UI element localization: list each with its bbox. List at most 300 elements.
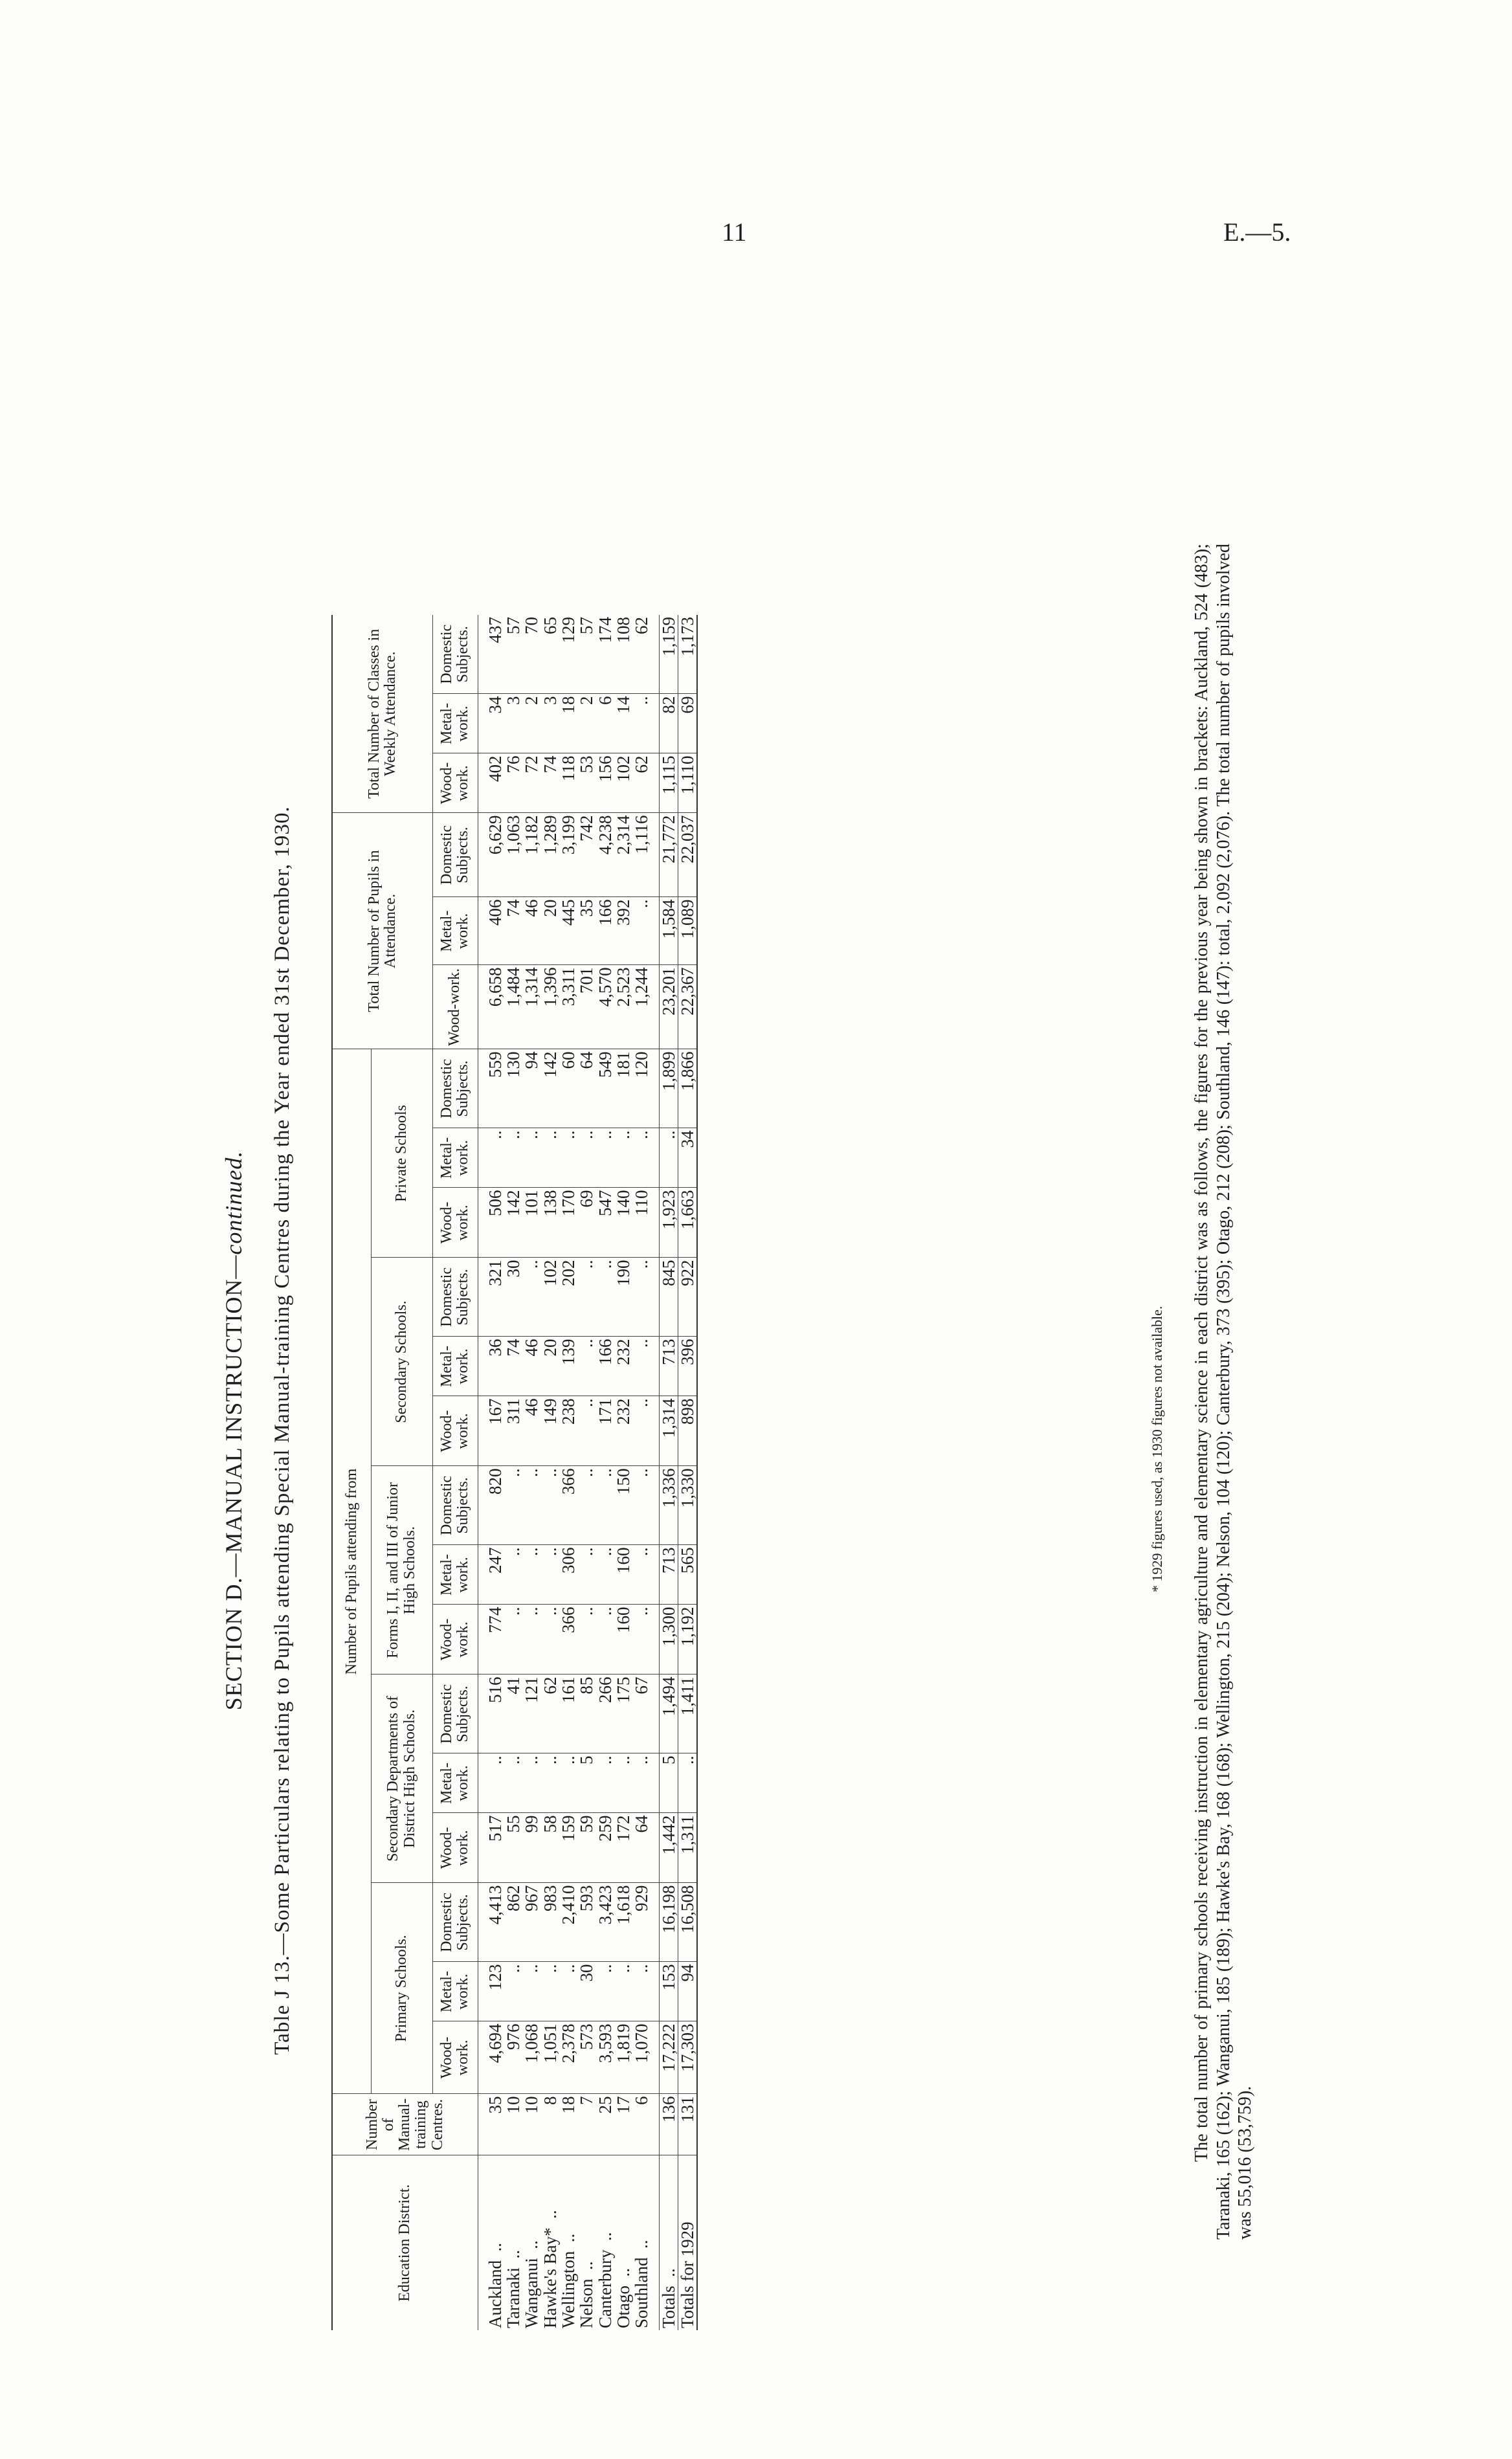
table-cell: .. — [541, 1753, 559, 1813]
subheader-wood: Wood-work. — [432, 753, 478, 813]
table-cell: .. — [577, 1466, 595, 1545]
district-name: Totals .. — [659, 2155, 678, 2330]
table-cell: 2,314 — [614, 813, 632, 897]
table-cell: 2,523 — [614, 965, 632, 1049]
table-cell: 406 — [486, 897, 504, 965]
table-cell: 3,423 — [596, 1883, 614, 1962]
table-cell: 862 — [504, 1883, 522, 1962]
table-cell: 17,222 — [659, 2021, 678, 2094]
table-cell: 3 — [504, 694, 522, 753]
table-cell: 1,068 — [522, 2021, 540, 2094]
district-name: Otago .. — [613, 2268, 633, 2328]
table-cell: 170 — [559, 1188, 577, 1258]
table-cell: 1,051 — [541, 2021, 559, 2094]
table-cell: .. — [541, 1466, 559, 1545]
table-cell: 136 — [659, 2094, 678, 2155]
table-cell: .. — [559, 1128, 577, 1188]
table-cell: 150 — [614, 1466, 632, 1545]
table-cell: 110 — [632, 1188, 650, 1258]
table-cell: 8 — [541, 2094, 559, 2155]
table-cell: .. — [541, 1128, 559, 1188]
table-cell: .. — [614, 1753, 632, 1813]
table-cell: 396 — [678, 1337, 697, 1396]
table-cell: 983 — [541, 1883, 559, 1962]
table-cell: .. — [504, 1545, 522, 1605]
district-name: Canterbury .. — [595, 2232, 615, 2328]
table-cell: 1,182 — [522, 813, 540, 897]
subheader-metal: Metal-work. — [432, 1128, 478, 1188]
table-cell: .. — [504, 1962, 522, 2021]
table-cell: 46 — [522, 897, 540, 965]
table-cell: 6,658 — [486, 965, 504, 1049]
table-cell: 69 — [678, 694, 697, 753]
table-cell: 593 — [577, 1883, 595, 1962]
table-row — [559, 615, 577, 2330]
table-cell: 506 — [486, 1188, 504, 1258]
table-cell: 701 — [577, 965, 595, 1049]
table-cell: 10 — [504, 2094, 522, 2155]
table-cell: 547 — [596, 1188, 614, 1258]
header-pupils-attending: Number of Pupils attending from — [332, 1049, 371, 2094]
table-cell: 102 — [614, 753, 632, 813]
table-cell: 2,378 — [559, 2021, 577, 2094]
table-cell: 166 — [596, 897, 614, 965]
table-cell: 25 — [596, 2094, 614, 2155]
table-cell: .. — [632, 1605, 650, 1675]
table-cell: 366 — [559, 1466, 577, 1545]
table-cell: 21,772 — [659, 813, 678, 897]
subheader-metal: Metal-work. — [432, 1753, 478, 1813]
table-row — [596, 615, 614, 2330]
subheader-domestic: Domestic Subjects. — [432, 1883, 478, 1962]
table-cell: 70 — [522, 615, 540, 694]
table-cell: 1,899 — [659, 1049, 678, 1128]
table-cell: 175 — [614, 1675, 632, 1753]
header-private: Private Schools — [371, 1049, 432, 1258]
table-cell: 130 — [504, 1049, 522, 1128]
table-cell: 1,336 — [659, 1466, 678, 1545]
table-cell: 366 — [559, 1605, 577, 1675]
table-cell: 1,300 — [659, 1605, 678, 1675]
table-cell: 247 — [486, 1545, 504, 1605]
table-cell: 845 — [659, 1258, 678, 1337]
table-cell: 6 — [596, 694, 614, 753]
table-cell: 120 — [632, 1049, 650, 1128]
table-cell: 62 — [632, 753, 650, 813]
district-name: Auckland .. — [485, 2243, 505, 2328]
table-cell: 4,694 — [486, 2021, 504, 2094]
table-cell: .. — [504, 1605, 522, 1675]
table-cell: 131 — [678, 2094, 697, 2155]
table-cell: 35 — [577, 897, 595, 965]
summary-paragraph: The total number of primary schools receiving instruction in elementary agriculture and elementary science in each district was as follows, the figures for the previous year being shown in brackets: Auckland, 524 (483); Taranaki, 165 (162); Wanganui, 185 (189); Hawke's Bay, 168 (168); Wellington, 215 (204); Nelson, 104 (120); Canterbury, 373 (395); Otago, 212 (208); Southland, 146 (147): total, 2,092 (2,076). The total number of pupils involved was 55,016 (53,759). — [1192, 544, 1256, 2240]
table-cell: 1,089 — [678, 897, 697, 965]
table-cell: 3,199 — [559, 813, 577, 897]
table-cell: .. — [632, 1753, 650, 1813]
table-cell: 108 — [614, 615, 632, 694]
table-cell: 3,311 — [559, 965, 577, 1049]
table-cell: 17,303 — [678, 2021, 697, 2094]
table-cell: 74 — [504, 1337, 522, 1396]
manual-training-table — [331, 615, 698, 2330]
table-cell: 34 — [678, 1128, 697, 1188]
header-secondary: Secondary Schools. — [371, 1258, 432, 1466]
table-cell: 898 — [678, 1396, 697, 1466]
page-number: 11 — [722, 217, 747, 247]
header-secondary-depts: Secondary Departments of District High Schools. — [371, 1675, 432, 1883]
district-name: Southland .. — [632, 2240, 652, 2328]
table-cell: 1,584 — [659, 897, 678, 965]
subheader-metal: Metal-work. — [432, 1337, 478, 1396]
table-cell: 65 — [541, 615, 559, 694]
table-cell: 53 — [577, 753, 595, 813]
table-cell: 160 — [614, 1605, 632, 1675]
header-forms: Forms I, II, and III of Junior High Schools. — [371, 1466, 432, 1675]
table-cell: 202 — [559, 1258, 577, 1337]
table-cell: .. — [632, 1466, 650, 1545]
table-cell: 1,070 — [632, 2021, 650, 2094]
table-cell: 14 — [614, 694, 632, 753]
header-total-classes: Total Number of Classes in Weekly Attendance. — [332, 615, 432, 813]
table-cell: 2,410 — [559, 1883, 577, 1962]
table-cell: 713 — [659, 1337, 678, 1396]
table-cell: .. — [577, 1396, 595, 1466]
table-cell: 5 — [577, 1753, 595, 1813]
table-cell: 774 — [486, 1605, 504, 1675]
header-centres: Number of Manual-training Centres. — [332, 2094, 478, 2155]
table-row — [504, 615, 522, 2330]
table-cell: 142 — [504, 1188, 522, 1258]
table-row — [614, 615, 632, 2330]
table-cell: .. — [559, 1962, 577, 2021]
table-cell: 4,238 — [596, 813, 614, 897]
table-cell: 181 — [614, 1049, 632, 1128]
table-row — [486, 615, 504, 2330]
table-cell: 72 — [522, 753, 540, 813]
header-primary: Primary Schools. — [371, 1883, 432, 2094]
header-district: Education District. — [332, 2155, 478, 2330]
table-cell: 4,413 — [486, 1883, 504, 1962]
table-cell: 166 — [596, 1337, 614, 1396]
table-cell: 41 — [504, 1675, 522, 1753]
table-cell: 23,201 — [659, 965, 678, 1049]
table-cell: 321 — [486, 1258, 504, 1337]
table-cell: 69 — [577, 1188, 595, 1258]
rotated-page-content — [194, 194, 1456, 2330]
table-cell: 445 — [559, 897, 577, 965]
table-cell: 174 — [596, 615, 614, 694]
table-cell: 118 — [559, 753, 577, 813]
table-cell: 123 — [486, 1962, 504, 2021]
table-cell: 820 — [486, 1466, 504, 1545]
subheader-wood: Wood-work. — [432, 965, 478, 1049]
table-cell: .. — [522, 1545, 540, 1605]
table-cell: 549 — [596, 1049, 614, 1128]
table-cell: 35 — [486, 2094, 504, 2155]
district-name: Totals for 1929 — [678, 2155, 697, 2330]
table-cell: 22,037 — [678, 813, 697, 897]
table-cell: .. — [596, 1258, 614, 1337]
table-cell: .. — [577, 1337, 595, 1396]
table-cell: .. — [559, 1753, 577, 1813]
table-cell: .. — [632, 1396, 650, 1466]
table-cell: .. — [577, 1545, 595, 1605]
subheader-domestic: Domestic Subjects. — [432, 1675, 478, 1753]
table-cell: .. — [522, 1753, 540, 1813]
table-cell: 67 — [632, 1675, 650, 1753]
table-row — [522, 615, 540, 2330]
table-cell: 20 — [541, 897, 559, 965]
table-cell: 306 — [559, 1545, 577, 1605]
table-cell: .. — [504, 1753, 522, 1813]
table-cell: 6 — [632, 2094, 650, 2155]
subheader-wood: Wood-work. — [432, 1605, 478, 1675]
table-cell: 1,311 — [678, 1813, 697, 1883]
subheader-wood: Wood-work. — [432, 1813, 478, 1883]
table-cell: 232 — [614, 1337, 632, 1396]
table-cell: 1,618 — [614, 1883, 632, 1962]
subheader-domestic: Domestic Subjects. — [432, 1258, 478, 1337]
subheader-wood: Wood-work. — [432, 1396, 478, 1466]
table-cell: .. — [632, 1337, 650, 1396]
table-cell: 713 — [659, 1545, 678, 1605]
district-name: Hawke's Bay* .. — [540, 2210, 560, 2328]
table-cell: 3 — [541, 694, 559, 753]
table-cell: 60 — [559, 1049, 577, 1128]
table-cell: .. — [522, 1128, 540, 1188]
table-title: Table J 13.—Some Particulars relating to Pupils attending Special Manual-training Centres during the Year ended 31st December, 1930. — [271, 806, 294, 2055]
table-cell: .. — [596, 1605, 614, 1675]
table-cell: 190 — [614, 1258, 632, 1337]
table-cell: 138 — [541, 1188, 559, 1258]
subheader-domestic: Domestic Subjects. — [432, 813, 478, 897]
table-cell: 64 — [577, 1049, 595, 1128]
table-cell: 5 — [659, 1753, 678, 1813]
table-cell: 1,159 — [659, 615, 678, 694]
table-cell: 57 — [504, 615, 522, 694]
table-cell: .. — [632, 1962, 650, 2021]
table-cell: 1,173 — [678, 615, 697, 694]
table-cell: 94 — [522, 1049, 540, 1128]
table-cell: 99 — [522, 1813, 540, 1883]
header-total-pupils: Total Number of Pupils in Attendance. — [332, 813, 432, 1049]
table-cell: 1,396 — [541, 965, 559, 1049]
district-name: Taranaki .. — [503, 2249, 523, 2328]
table-cell: 16,198 — [659, 1883, 678, 1962]
table-cell: 22,367 — [678, 965, 697, 1049]
table-cell: .. — [486, 1753, 504, 1813]
table-cell: .. — [577, 1605, 595, 1675]
table-cell: 238 — [559, 1396, 577, 1466]
table-cell: 1,314 — [659, 1396, 678, 1466]
table-cell: 82 — [659, 694, 678, 753]
table-cell: .. — [596, 1962, 614, 2021]
table-cell: 18 — [559, 2094, 577, 2155]
table-cell: 139 — [559, 1337, 577, 1396]
table-cell: 976 — [504, 2021, 522, 2094]
table-cell: 1,330 — [678, 1466, 697, 1545]
table-cell: 57 — [577, 615, 595, 694]
table-cell: .. — [632, 694, 650, 753]
table-cell: .. — [614, 1128, 632, 1188]
table-cell: 156 — [596, 753, 614, 813]
table-cell: 46 — [522, 1396, 540, 1466]
table-cell: 64 — [632, 1813, 650, 1883]
table-cell: .. — [678, 1753, 697, 1813]
section-title: SECTION D.—MANUAL INSTRUCTION—continued. — [221, 1150, 247, 1711]
table-cell: .. — [632, 897, 650, 965]
table-cell: .. — [522, 1962, 540, 2021]
table-cell: 30 — [504, 1258, 522, 1337]
table-cell: 311 — [504, 1396, 522, 1466]
footnote: * 1929 figures used, as 1930 figures not available. — [1149, 1306, 1165, 1592]
table-cell: 121 — [522, 1675, 540, 1753]
table-cell: 573 — [577, 2021, 595, 2094]
table-cell: .. — [614, 1962, 632, 2021]
subheader-metal: Metal-work. — [432, 694, 478, 753]
table-cell: .. — [596, 1753, 614, 1813]
table-cell: 266 — [596, 1675, 614, 1753]
table-cell: 62 — [632, 615, 650, 694]
table-cell: 101 — [522, 1188, 540, 1258]
table-cell: .. — [596, 1128, 614, 1188]
table-cell: .. — [504, 1466, 522, 1545]
subheader-metal: Metal-work. — [432, 897, 478, 965]
table-cell: 85 — [577, 1675, 595, 1753]
table-cell: .. — [504, 1128, 522, 1188]
table-cell: 160 — [614, 1545, 632, 1605]
table-cell: 59 — [577, 1813, 595, 1883]
table-cell: 58 — [541, 1813, 559, 1883]
table-cell: .. — [522, 1605, 540, 1675]
table-cell: 967 — [522, 1883, 540, 1962]
table-cell: 76 — [504, 753, 522, 813]
table-cell: 1,494 — [659, 1675, 678, 1753]
table-cell: .. — [596, 1545, 614, 1605]
table-cell: 2 — [522, 694, 540, 753]
table-cell: 1,484 — [504, 965, 522, 1049]
table-cell: 742 — [577, 813, 595, 897]
table-cell: 149 — [541, 1396, 559, 1466]
table-cell: 1,866 — [678, 1049, 697, 1128]
table-cell: .. — [541, 1962, 559, 2021]
table-cell: 929 — [632, 1883, 650, 1962]
table-cell: 102 — [541, 1258, 559, 1337]
table-cell: 259 — [596, 1813, 614, 1883]
table-cell: 142 — [541, 1049, 559, 1128]
table-cell: 1,663 — [678, 1188, 697, 1258]
document-code: E.—5. — [1223, 217, 1291, 247]
table-cell: 402 — [486, 753, 504, 813]
district-name: Wanganui .. — [522, 2240, 542, 2328]
table-cell: .. — [632, 1258, 650, 1337]
table-cell: 30 — [577, 1962, 595, 2021]
table-cell: 20 — [541, 1337, 559, 1396]
table-cell: 1,192 — [678, 1605, 697, 1675]
table-cell: 159 — [559, 1813, 577, 1883]
table-cell: 559 — [486, 1049, 504, 1128]
table-cell: .. — [632, 1545, 650, 1605]
table-cell: 172 — [614, 1813, 632, 1883]
table-cell: 1,244 — [632, 965, 650, 1049]
table-cell: 34 — [486, 694, 504, 753]
table-cell: 4,570 — [596, 965, 614, 1049]
table-cell: 1,314 — [522, 965, 540, 1049]
table-cell: .. — [522, 1466, 540, 1545]
table-cell: 1,116 — [632, 813, 650, 897]
table-cell: 1,110 — [678, 753, 697, 813]
subheader-metal: Metal-work. — [432, 1962, 478, 2021]
table-row — [541, 615, 559, 2330]
table-cell: 153 — [659, 1962, 678, 2021]
table-cell: 36 — [486, 1337, 504, 1396]
table-row — [632, 615, 650, 2330]
table-cell: 94 — [678, 1962, 697, 2021]
table-cell: 17 — [614, 2094, 632, 2155]
table-cell: 3,593 — [596, 2021, 614, 2094]
table-cell: 6,629 — [486, 813, 504, 897]
table-cell: 74 — [541, 753, 559, 813]
table-row — [659, 615, 678, 2330]
table-cell: 16,508 — [678, 1883, 697, 1962]
subheader-domestic: Domestic Subjects. — [432, 1466, 478, 1545]
table-cell: 517 — [486, 1813, 504, 1883]
table-cell: 62 — [541, 1675, 559, 1753]
table-cell: 1,411 — [678, 1675, 697, 1753]
table-cell: 1,923 — [659, 1188, 678, 1258]
table-cell: 1,063 — [504, 813, 522, 897]
table-cell: .. — [486, 1128, 504, 1188]
table-cell: 18 — [559, 694, 577, 753]
table-cell: 565 — [678, 1545, 697, 1605]
table-cell: 1,819 — [614, 2021, 632, 2094]
district-name: Wellington .. — [558, 2233, 578, 2328]
table-cell: .. — [522, 1258, 540, 1337]
table-cell: 1,442 — [659, 1813, 678, 1883]
table-cell: .. — [577, 1128, 595, 1188]
table-cell: 171 — [596, 1396, 614, 1466]
table-cell: 167 — [486, 1396, 504, 1466]
table-cell: 437 — [486, 615, 504, 694]
table-row — [577, 615, 595, 2330]
table-cell: 922 — [678, 1258, 697, 1337]
district-name: Nelson .. — [577, 2261, 597, 2328]
table-cell: 129 — [559, 615, 577, 694]
table-cell: 1,115 — [659, 753, 678, 813]
table-cell: .. — [541, 1605, 559, 1675]
table-cell: 7 — [577, 2094, 595, 2155]
table-cell: .. — [659, 1128, 678, 1188]
table-cell: 232 — [614, 1396, 632, 1466]
subheader-wood: Wood-work. — [432, 2021, 478, 2094]
table-row — [678, 615, 697, 2330]
table-cell: .. — [632, 1128, 650, 1188]
table-cell: 516 — [486, 1675, 504, 1753]
table-cell: 2 — [577, 694, 595, 753]
table-cell: 46 — [522, 1337, 540, 1396]
table-cell: .. — [577, 1258, 595, 1337]
table-cell: 74 — [504, 897, 522, 965]
table-cell: 10 — [522, 2094, 540, 2155]
subheader-metal: Metal-work. — [432, 1545, 478, 1605]
table-cell: 55 — [504, 1813, 522, 1883]
table-cell: 1,289 — [541, 813, 559, 897]
table-cell: 392 — [614, 897, 632, 965]
subheader-wood: Wood-work. — [432, 1188, 478, 1258]
table-cell: .. — [541, 1545, 559, 1605]
subheader-domestic: Domestic Subjects. — [432, 615, 478, 694]
table-cell: .. — [596, 1466, 614, 1545]
